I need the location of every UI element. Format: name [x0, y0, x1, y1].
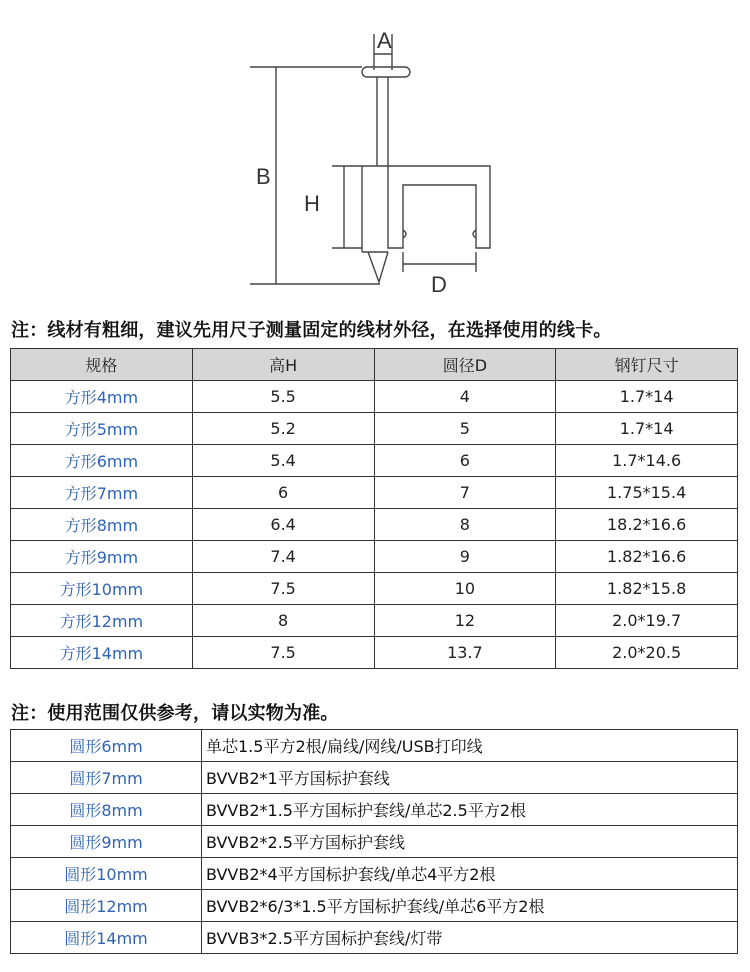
header-spec: 规格	[11, 349, 193, 381]
table-row	[11, 573, 738, 605]
cell-spec: 圆形12mm	[11, 890, 202, 922]
cell-height: 5.2	[192, 413, 374, 445]
table-row	[11, 858, 738, 890]
cell-usage: BVVB2*6/3*1.5平方国标护套线/单芯6平方2根	[202, 890, 738, 922]
cell-height: 7.5	[192, 637, 374, 669]
cell-spec: 方形9mm	[11, 541, 193, 573]
cell-diameter: 5	[374, 413, 556, 445]
header-diameter: 圆径D	[374, 349, 556, 381]
cell-nail-size: 1.82*16.6	[556, 541, 738, 573]
clip-body	[362, 166, 490, 248]
cell-height: 5.4	[192, 445, 374, 477]
table-row	[11, 413, 738, 445]
cell-diameter: 4	[374, 381, 556, 413]
header-nail-size: 钢钉尺寸	[556, 349, 738, 381]
cell-diameter: 10	[374, 573, 556, 605]
table-row	[11, 794, 738, 826]
cell-spec: 方形12mm	[11, 605, 193, 637]
table-row	[11, 477, 738, 509]
table-row	[11, 730, 738, 762]
cell-spec: 圆形8mm	[11, 794, 202, 826]
cell-nail-size: 1.7*14	[556, 413, 738, 445]
label-d: D	[431, 272, 447, 297]
header-height: 高H	[192, 349, 374, 381]
cell-nail-size: 18.2*16.6	[556, 509, 738, 541]
clip-dimension-diagram	[0, 0, 750, 312]
cell-spec: 圆形14mm	[11, 922, 202, 954]
table-row	[11, 445, 738, 477]
cell-usage: BVVB3*2.5平方国标护套线/灯带	[202, 922, 738, 954]
cell-nail-size: 1.75*15.4	[556, 477, 738, 509]
cell-diameter: 6	[374, 445, 556, 477]
cell-usage: BVVB2*1.5平方国标护套线/单芯2.5平方2根	[202, 794, 738, 826]
cell-height: 6.4	[192, 509, 374, 541]
measurement-note: 注：线材有粗细，建议先用尺子测量固定的线材外径，在选择使用的线卡。	[11, 320, 612, 341]
table-row	[11, 541, 738, 573]
cell-usage: BVVB2*2.5平方国标护套线	[202, 826, 738, 858]
cell-height: 8	[192, 605, 374, 637]
cell-nail-size: 1.82*15.8	[556, 573, 738, 605]
cell-spec: 方形8mm	[11, 509, 193, 541]
cell-height: 7.5	[192, 573, 374, 605]
cell-spec: 圆形7mm	[11, 762, 202, 794]
table-row	[11, 826, 738, 858]
cell-spec: 方形10mm	[11, 573, 193, 605]
table-row	[11, 637, 738, 669]
square-spec-table	[10, 348, 738, 669]
table-row	[11, 922, 738, 954]
cell-diameter: 7	[374, 477, 556, 509]
cell-nail-size: 1.7*14	[556, 381, 738, 413]
table-header-row	[11, 349, 738, 381]
table-row	[11, 381, 738, 413]
cell-height: 7.4	[192, 541, 374, 573]
table-row	[11, 509, 738, 541]
table-row	[11, 605, 738, 637]
label-a: A	[377, 28, 392, 53]
cell-diameter: 12	[374, 605, 556, 637]
cell-spec: 方形6mm	[11, 445, 193, 477]
cell-nail-size: 1.7*14.6	[556, 445, 738, 477]
cell-spec: 方形5mm	[11, 413, 193, 445]
label-h: H	[304, 191, 320, 216]
nail-tip	[368, 252, 388, 282]
table-row	[11, 890, 738, 922]
cell-usage: BVVB2*1平方国标护套线	[202, 762, 738, 794]
cell-nail-size: 2.0*20.5	[556, 637, 738, 669]
cell-spec: 圆形10mm	[11, 858, 202, 890]
table-row	[11, 762, 738, 794]
nail-head	[362, 67, 410, 77]
cell-diameter: 13.7	[374, 637, 556, 669]
cell-spec: 方形4mm	[11, 381, 193, 413]
cell-nail-size: 2.0*19.7	[556, 605, 738, 637]
cell-diameter: 8	[374, 509, 556, 541]
label-b: B	[256, 164, 271, 189]
round-usage-table	[10, 729, 738, 954]
cell-spec: 方形7mm	[11, 477, 193, 509]
cell-height: 5.5	[192, 381, 374, 413]
cell-usage: BVVB2*4平方国标护套线/单芯4平方2根	[202, 858, 738, 890]
cell-spec: 方形14mm	[11, 637, 193, 669]
cell-height: 6	[192, 477, 374, 509]
usage-note: 注：使用范围仅供参考，请以实物为准。	[11, 703, 339, 724]
cell-spec: 圆形9mm	[11, 826, 202, 858]
cell-usage: 单芯1.5平方2根/扁线/网线/USB打印线	[202, 730, 738, 762]
cell-spec: 圆形6mm	[11, 730, 202, 762]
cell-diameter: 9	[374, 541, 556, 573]
